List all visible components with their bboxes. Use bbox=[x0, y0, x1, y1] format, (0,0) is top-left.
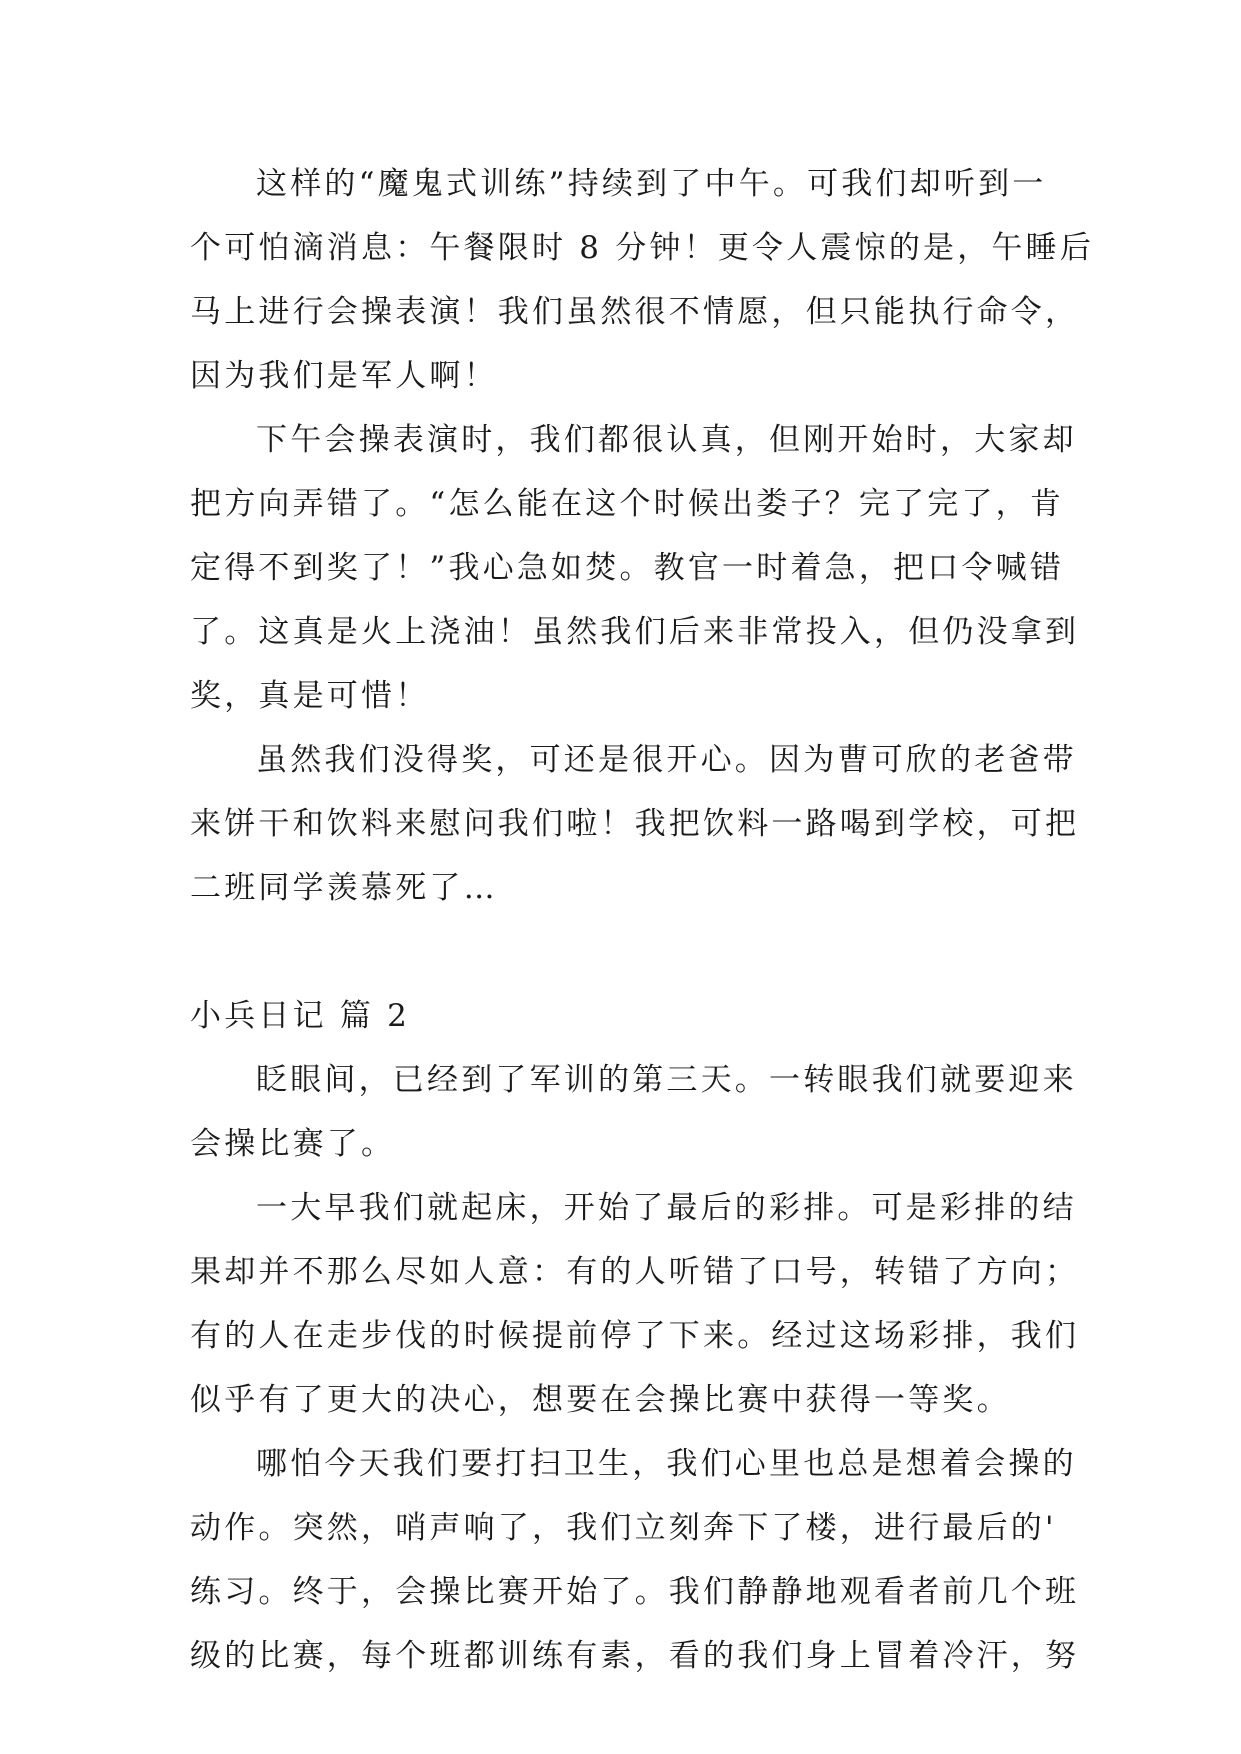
text-line: 奖，真是可惜！ bbox=[190, 678, 430, 714]
document-body bbox=[190, 152, 1095, 1688]
paragraph bbox=[190, 1176, 1080, 1432]
text-line: 马上进行会操表演！我们虽然很不情愿，但只能执行命令， bbox=[190, 294, 1080, 330]
paragraph bbox=[190, 152, 1095, 408]
paragraph bbox=[190, 408, 1080, 728]
text-line: 有的人在走步伐的时候提前停了下来。经过这场彩排，我们 bbox=[190, 1318, 1080, 1354]
text-line: 果却并不那么尽如人意：有的人听错了口号，转错了方向； bbox=[190, 1254, 1080, 1290]
text-line: 因为我们是军人啊！ bbox=[190, 358, 498, 394]
text-line: 眨眼间，已经到了军训的第三天。一转眼我们就要迎来 bbox=[256, 1062, 1077, 1098]
text-line: 二班同学羡慕死了… bbox=[190, 870, 498, 906]
blank-line bbox=[190, 920, 1070, 984]
text-line: 似乎有了更大的决心，想要在会操比赛中获得一等奖。 bbox=[190, 1382, 1011, 1418]
text-line: 把方向弄错了。“怎么能在这个时候出娄子？完了完了，肯 bbox=[190, 486, 1065, 522]
text-line: 下午会操表演时，我们都很认真，但刚开始时，大家却 bbox=[256, 422, 1077, 458]
text-line: 练习。终于，会操比赛开始了。我们静静地观看者前几个班 bbox=[190, 1574, 1080, 1610]
text-line: 个可怕滴消息：午餐限时 8 分钟！更令人震惊的是，午睡后 bbox=[190, 230, 1095, 266]
paragraph bbox=[190, 1048, 1077, 1176]
text-line: 虽然我们没得奖，可还是很开心。因为曹可欣的老爸带 bbox=[256, 742, 1077, 778]
section-heading: 小兵日记 篇 2 bbox=[190, 998, 411, 1034]
text-line: 动作。突然，哨声响了，我们立刻奔下了楼，进行最后的' bbox=[190, 1510, 1057, 1546]
text-line: 一大早我们就起床，开始了最后的彩排。可是彩排的结 bbox=[256, 1190, 1077, 1226]
text-line: 哪怕今天我们要打扫卫生，我们心里也总是想着会操的 bbox=[256, 1446, 1077, 1482]
paragraph bbox=[190, 1432, 1080, 1688]
text-line: 级的比赛，每个班都训练有素，看的我们身上冒着冷汗，努 bbox=[190, 1638, 1080, 1674]
text-line: 定得不到奖了！”我心急如焚。教官一时着急，把口令喊错 bbox=[190, 550, 1065, 586]
text-line: 这样的“魔鬼式训练”持续到了中午。可我们却听到一 bbox=[256, 166, 1047, 202]
text-line: 会操比赛了。 bbox=[190, 1126, 396, 1162]
text-line: 来饼干和饮料来慰问我们啦！我把饮料一路喝到学校，可把 bbox=[190, 806, 1080, 842]
text-line: 了。这真是火上浇油！虽然我们后来非常投入，但仍没拿到 bbox=[190, 614, 1080, 650]
paragraph bbox=[190, 728, 1080, 920]
